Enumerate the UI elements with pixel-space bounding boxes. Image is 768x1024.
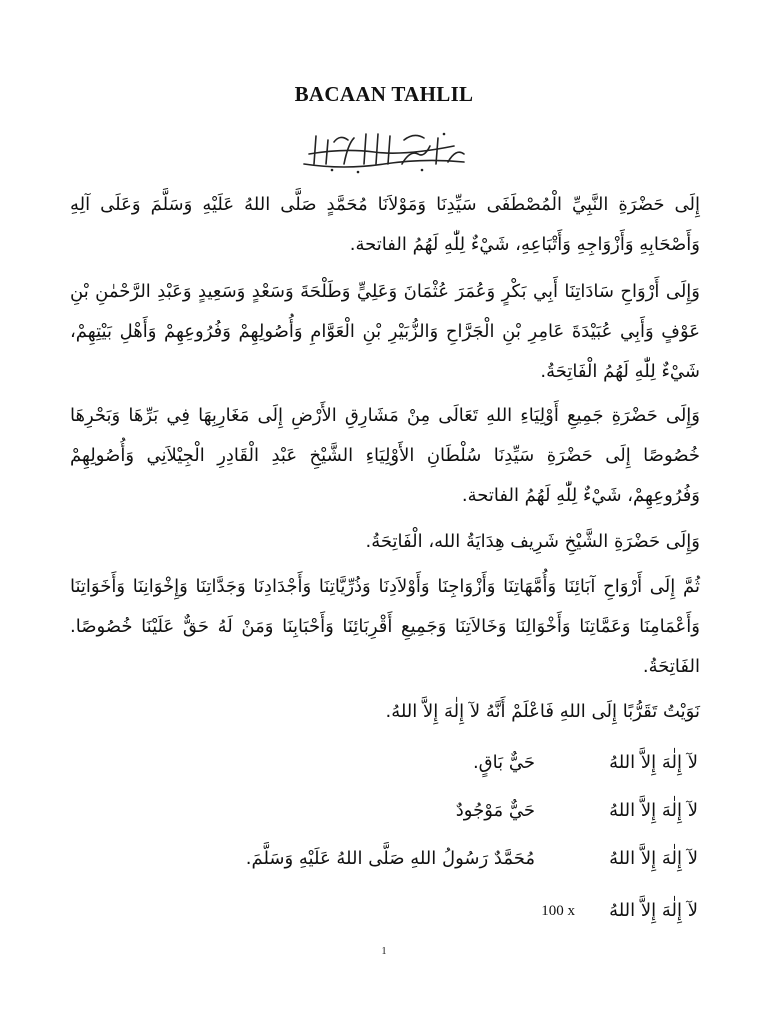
tahlil-phrase: لآ إِلٰهَ إِلاَّ اللهُ: [609, 848, 698, 869]
page-number: 1: [381, 946, 387, 957]
tahlil-phrase: لآ إِلٰهَ إِلاَّ اللهُ: [609, 752, 698, 773]
tahlil-phrase: لآ إِلٰهَ إِلاَّ اللهُ: [609, 800, 698, 821]
tahlil-line-1: حَيٌّ بَاقٍ.: [472, 752, 535, 773]
tahlil-line-3: مُحَمَّدٌ رَسُولُ اللهِ صَلَّى اللهُ عَلَيْهِ وَسَلَّمَ.: [245, 848, 535, 869]
tahlil-phrase: لآ إِلٰهَ إِلاَّ اللهُ: [609, 900, 698, 921]
page-title: BACAAN TAHLIL: [294, 82, 474, 106]
paragraph-5: ثُمَّ إِلَى أَرْوَاحِ آبَائِنَا وَأُمَّهَاتِنَا وَأَزْوَاجِنَا وَأَوْلاَدِنَا وَذُرِّيَّاتِنَا وَأَجْدَادِنَا وَجَدَّاتِنَا وَإِخْوَانِنَا وَأَخَوَاتِنَا وَأَعْمَامِنَا وَعَمَّاتِنَا وَأَخْوَالِنَا وَخَالاَتِنَا وَجَمِيعِ أَقْرِبَائِنَا وَأَحْبَابِنَا وَمَنْ لَهُ حَقٌّ عَلَيْنَا خُصُوصًا. الفَاتِحَةُ.: [70, 576, 700, 677]
paragraph-3: وَإِلَى حَضْرَةِ جَمِيعِ أَوْلِيَاءِ اللهِ تَعَالَى مِنْ مَشَارِقِ الأَرْضِ إِلَى مَغَارِبِهَا فِي بَرِّهَا وَبَحْرِهَا خُصُوصًا إِلَى حَضْرَةِ سَيِّدِنَا سُلْطَانِ الأَوْلِيَاءِ الشَّيْخِ عَبْدِ الْقَادِرِ الْجِيْلاَنِي وَأُصُولِهِمْ وَفُرُوعِهِمْ، شَيْءٌ لِلّٰهِ لَهُمُ الفاتحة.: [70, 405, 700, 506]
basmala-calligraphy-icon: [284, 124, 484, 176]
paragraph-1: إِلَى حَضْرَةِ النَّبِيِّ الْمُصْطَفَى سَيِّدِنَا وَمَوْلاَنَا مُحَمَّدٍ صَلَّى اللهُ عَلَيْهِ وَسَلَّمَ وَعَلَى آلِهِ وَأَصْحَابِهِ وَأَزْوَاجِهِ وَأَتْبَاعِهِ، شَيْءٌ لِلّٰهِ لَهُمُ الفاتحة.: [70, 194, 700, 255]
paragraph-2: وَإِلَى أَرْوَاحِ سَادَاتِنَا أَبِي بَكْرٍ وَعُمَرَ عُثْمَانَ وَعَلِيٍّ وَطَلْحَةَ وَسَعْدٍ وَسَعِيدٍ وَعَبْدِ الرَّحْمٰنِ بْنِ عَوْفٍ وَأَبِي عُبَيْدَةَ عَامِرِ بْنِ الْجَرَّاحِ وَالزُّبَيْرِ بْنِ الْعَوَّامِ وَأُصُولِهِمْ وَفُرُوعِهِمْ وَأَهْلِ بَيْتِهِمْ، شَيْءٌ لِلّٰهِ لَهُمُ الْفَاتِحَةُ.: [70, 281, 700, 382]
paragraph-6: نَوَيْتُ تَقَرُّبًا إِلَى اللهِ فَاعْلَمْ أَنَّهُ لآ إِلٰهَ إِلاَّ اللهُ.: [385, 701, 700, 722]
repeat-count: 100 x: [541, 903, 575, 919]
tahlil-line-2: حَيٌّ مَوْجُودٌ: [455, 800, 535, 821]
paragraph-4: وَإِلَى حَضْرَةِ الشَّيْخِ شَرِيف هِدَايَةُ الله، الْفَاتِحَةُ.: [365, 531, 700, 552]
